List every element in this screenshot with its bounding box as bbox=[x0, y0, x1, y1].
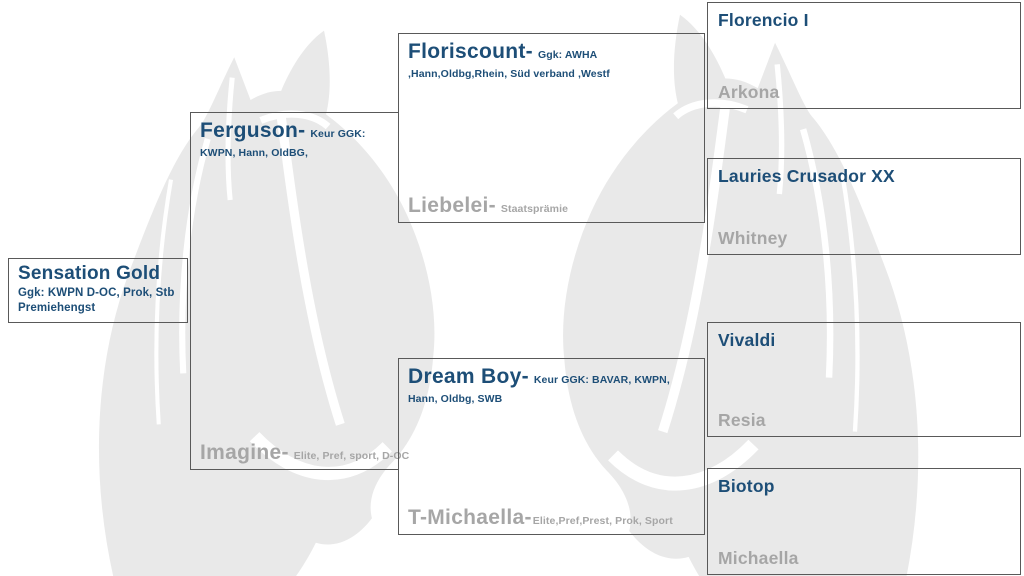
gen3-dreamboy-titles: Keur GGK: BAVAR, KWPN, Hann, Oldbg, SWB bbox=[408, 374, 670, 405]
gen3-floriscount-entry bbox=[399, 40, 704, 81]
gen3-dreamboy-name: Dream Boy- bbox=[408, 365, 529, 388]
gen3-tmichaella-titles: Elite,Pref,Prest, Prok, Sport bbox=[532, 515, 673, 528]
gen3-liebelei-entry bbox=[399, 194, 704, 218]
subject-titles: Ggk: KWPN D-OC, Prok, Stb Premiehengst bbox=[18, 287, 175, 314]
gen2-dam-entry bbox=[191, 441, 410, 465]
gen4-dam-name: Michaella bbox=[718, 548, 799, 568]
gen2-sire-name: Ferguson- bbox=[200, 119, 306, 142]
subject-name: Sensation Gold bbox=[18, 263, 161, 284]
gen4-sire-name: Biotop bbox=[718, 476, 775, 496]
generation4-box-4 bbox=[707, 468, 1021, 575]
generation4-box-1 bbox=[707, 2, 1021, 109]
gen4-dam-name: Arkona bbox=[718, 82, 780, 102]
gen3-liebelei-name: Liebelei- bbox=[408, 194, 496, 218]
gen4-sire-name: Florencio I bbox=[718, 10, 809, 30]
gen4-sire-name: Lauries Crusador XX bbox=[718, 166, 895, 186]
generation1-box bbox=[8, 258, 188, 323]
gen2-sire-entry bbox=[191, 119, 398, 160]
gen2-dam-titles: Elite, Pref, sport, D-OC bbox=[293, 450, 410, 463]
gen3-liebelei-titles: Staatsprämie bbox=[500, 203, 569, 216]
generation3-dam-line-box bbox=[398, 358, 705, 535]
generation3-sire-line-box bbox=[398, 33, 705, 223]
gen3-tmichaella-entry bbox=[399, 506, 704, 530]
generation4-box-3 bbox=[707, 322, 1021, 437]
gen4-sire-name: Vivaldi bbox=[718, 330, 776, 350]
gen3-tmichaella-name: T-Michaella- bbox=[408, 506, 532, 530]
gen2-dam-name: Imagine- bbox=[200, 441, 289, 465]
gen3-dreamboy-entry bbox=[399, 365, 704, 406]
generation4-box-2 bbox=[707, 158, 1021, 255]
subject-entry bbox=[9, 263, 187, 315]
gen3-floriscount-name: Floriscount- bbox=[408, 40, 533, 63]
gen3-floriscount-titles: Ggk: AWHA ,Hann,Oldbg,Rhein, Süd verband ,Westf bbox=[408, 49, 610, 80]
gen4-dam-name: Whitney bbox=[718, 228, 788, 248]
gen4-dam-name: Resia bbox=[718, 410, 766, 430]
gen2-sire-titles: Keur GGK: KWPN, Hann, OldBG, bbox=[200, 128, 366, 159]
generation2-box bbox=[190, 112, 410, 470]
